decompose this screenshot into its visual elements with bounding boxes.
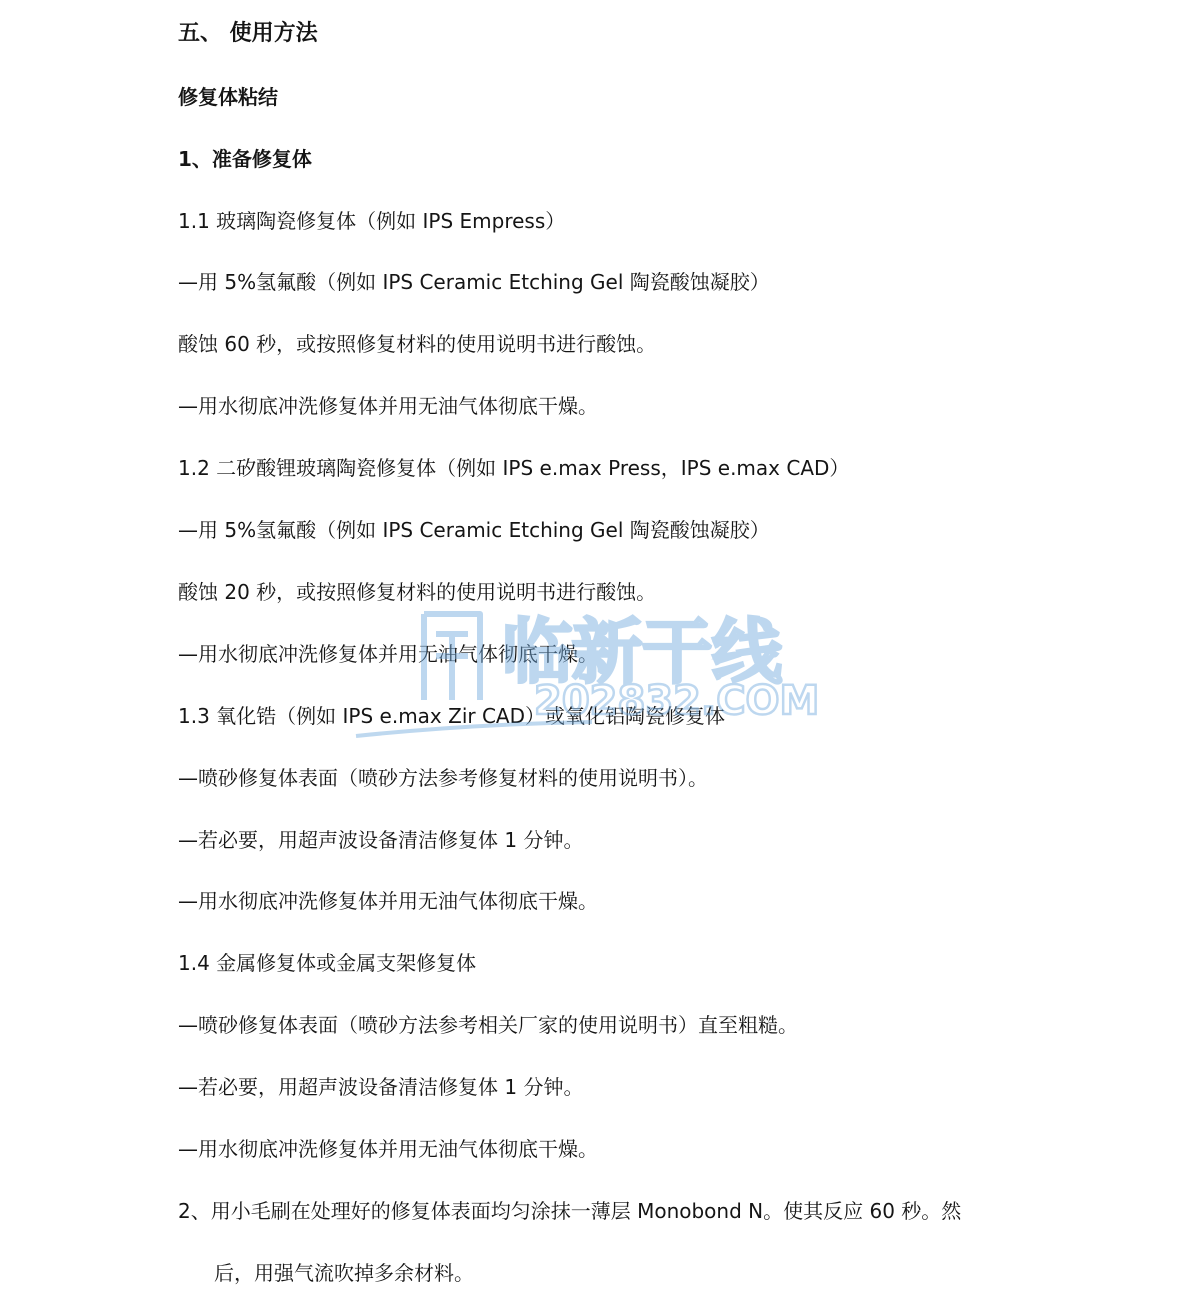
section-1-3-line-3: —用水彻底冲洗修复体并用无油气体彻底干燥。: [178, 889, 598, 913]
step-1-title: 1、准备修复体: [178, 147, 312, 171]
section-1-4-line-3: —用水彻底冲洗修复体并用无油气体彻底干燥。: [178, 1137, 598, 1161]
section-1-1-line-3: —用水彻底冲洗修复体并用无油气体彻底干燥。: [178, 394, 598, 418]
section-1-3-line-2: —若必要，用超声波设备清洁修复体 1 分钟。: [178, 828, 584, 852]
section-1-1-title: 1.1 玻璃陶瓷修复体（例如 IPS Empress）: [178, 209, 566, 233]
section-1-1-line-1: —用 5%氢氟酸（例如 IPS Ceramic Etching Gel 陶瓷酸蚀凝胶）: [178, 270, 770, 294]
section-1-3-line-1: —喷砂修复体表面（喷砂方法参考修复材料的使用说明书）。: [178, 766, 708, 790]
section-1-2-line-1: —用 5%氢氟酸（例如 IPS Ceramic Etching Gel 陶瓷酸蚀凝胶）: [178, 518, 770, 542]
section-1-2-title: 1.2 二矽酸锂玻璃陶瓷修复体（例如 IPS e.max Press，IPS e.max CAD）: [178, 456, 850, 480]
svg-text:202832.COM: 202832.COM: [534, 678, 820, 724]
document-page: [178, 0, 1078, 1310]
svg-text:临新干线: 临新干线: [502, 611, 782, 693]
section-1-4-line-1: —喷砂修复体表面（喷砂方法参考相关厂家的使用说明书）直至粗糙。: [178, 1013, 798, 1037]
section-1-1-line-2: 酸蚀 60 秒，或按照修复材料的使用说明书进行酸蚀。: [178, 332, 657, 356]
section-1-2-line-2: 酸蚀 20 秒，或按照修复材料的使用说明书进行酸蚀。: [178, 580, 657, 604]
section-1-2-line-3: —用水彻底冲洗修复体并用无油气体彻底干燥。: [178, 642, 598, 666]
subheading: 修复体粘结: [178, 85, 278, 109]
step-2-line-1: 2、用小毛刷在处理好的修复体表面均匀涂抹一薄层 Monobond N。使其反应 60 秒。然: [178, 1199, 962, 1223]
section-1-4-line-2: —若必要，用超声波设备清洁修复体 1 分钟。: [178, 1075, 584, 1099]
step-2-line-2: 后，用强气流吹掉多余材料。: [214, 1261, 474, 1285]
section-1-3-title: 1.3 氧化锆（例如 IPS e.max Zir CAD）或氧化铝陶瓷修复体: [178, 704, 726, 728]
section-heading: 五、 使用方法: [178, 21, 318, 46]
section-1-4-title: 1.4 金属修复体或金属支架修复体: [178, 951, 477, 975]
